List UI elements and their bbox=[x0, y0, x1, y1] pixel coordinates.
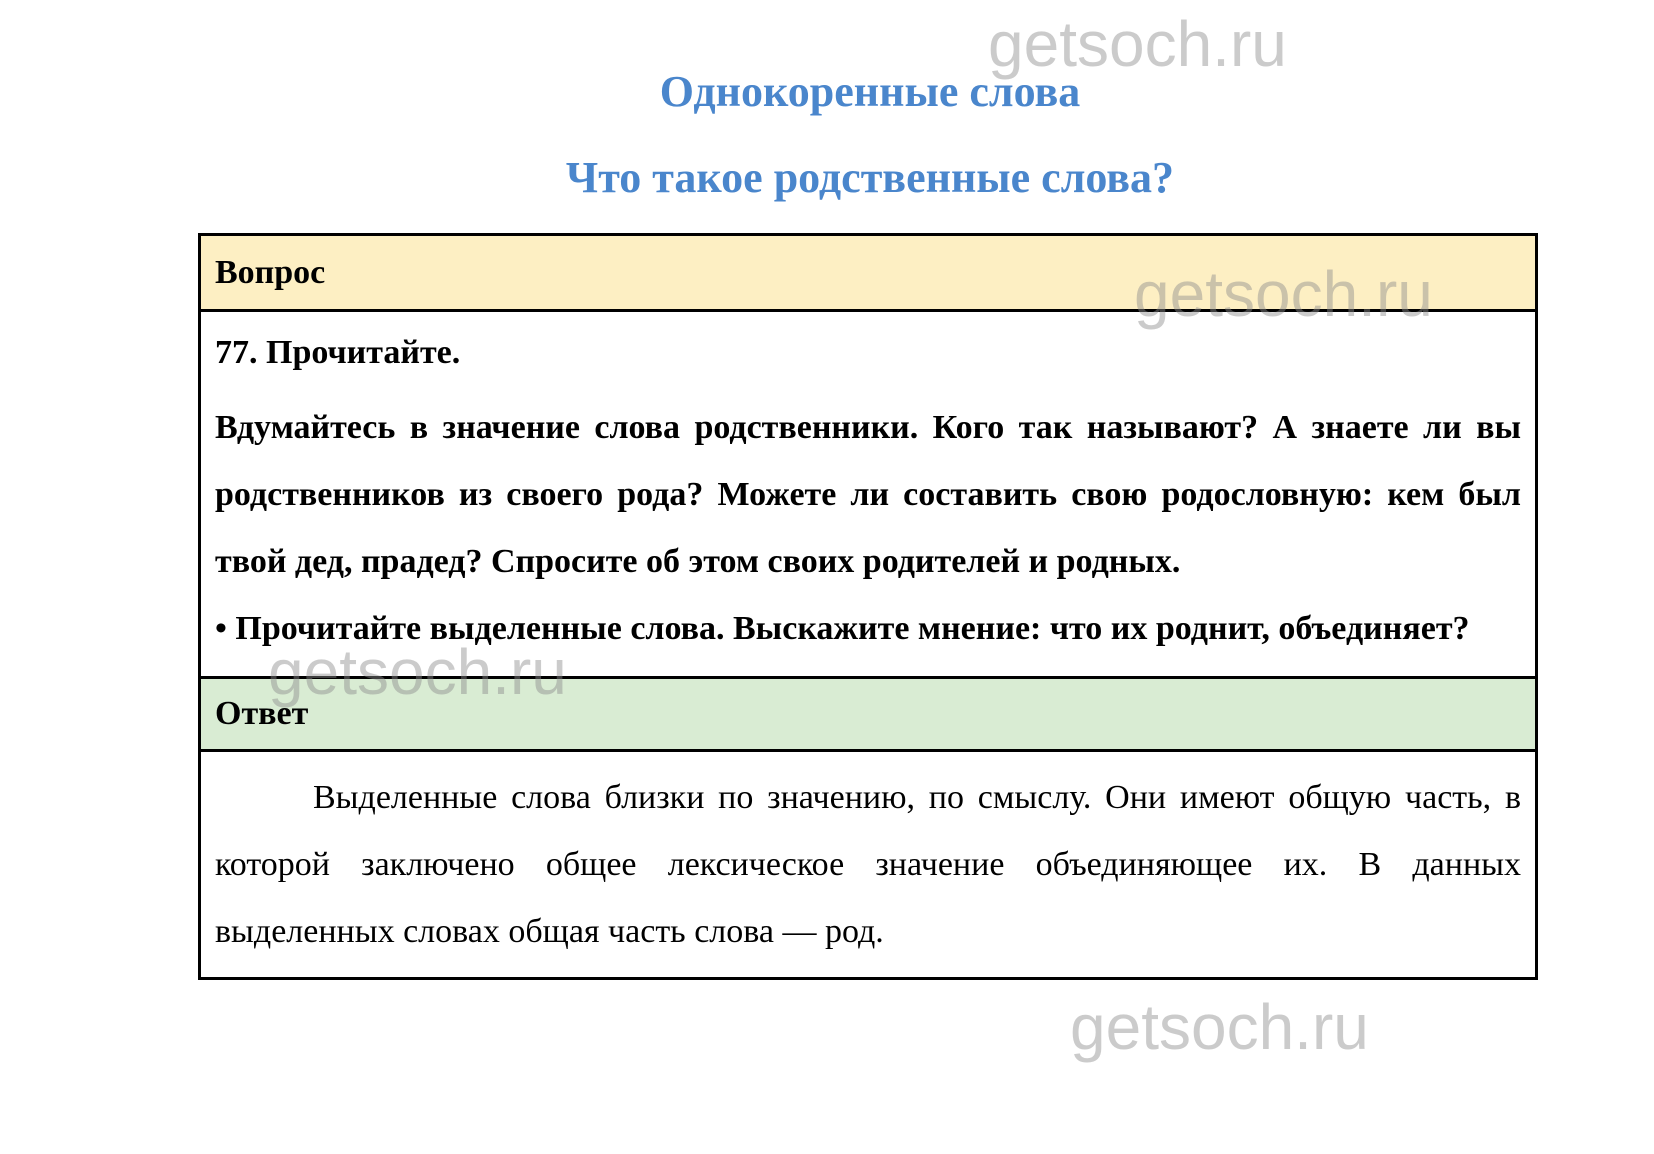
question-paragraph-1: Вдумайтесь в значение слова родственники. Кого так называют? А знаете ли вы родственников из своего рода? Можете ли составить свою родословную: кем был твой дед, прадед? Спросите об этом своих родителей и родных. bbox=[215, 409, 1521, 580]
question-header bbox=[201, 236, 1535, 312]
answer-text: Выделенные слова близки по значению, по смыслу. Они имеют общую часть, в которой заключено общее лексическое значение объединяющее их. В данных выделенных словах общая часть слова — род. bbox=[215, 779, 1521, 950]
answer-body bbox=[201, 752, 1535, 977]
question-paragraph-2: • Прочитайте выделенные слова. Выскажите мнение: что их роднит, объединяет? bbox=[215, 610, 1470, 647]
question-body bbox=[201, 312, 1535, 676]
qa-table bbox=[198, 233, 1538, 980]
watermark: getsoch.ru bbox=[1070, 991, 1369, 1063]
question-number-line: 77. Прочитайте. bbox=[215, 334, 461, 371]
page-subtitle: Что такое родственные слова? bbox=[565, 153, 1175, 202]
page-title: Однокоренные слова bbox=[659, 67, 1081, 116]
watermark: getsoch.ru bbox=[1134, 258, 1433, 330]
answer-header bbox=[201, 676, 1535, 752]
watermark: getsoch.ru bbox=[268, 636, 567, 708]
answer-header-label: Ответ bbox=[215, 695, 309, 732]
question-header-label: Вопрос bbox=[215, 253, 326, 291]
watermark: getsoch.ru bbox=[988, 8, 1287, 80]
